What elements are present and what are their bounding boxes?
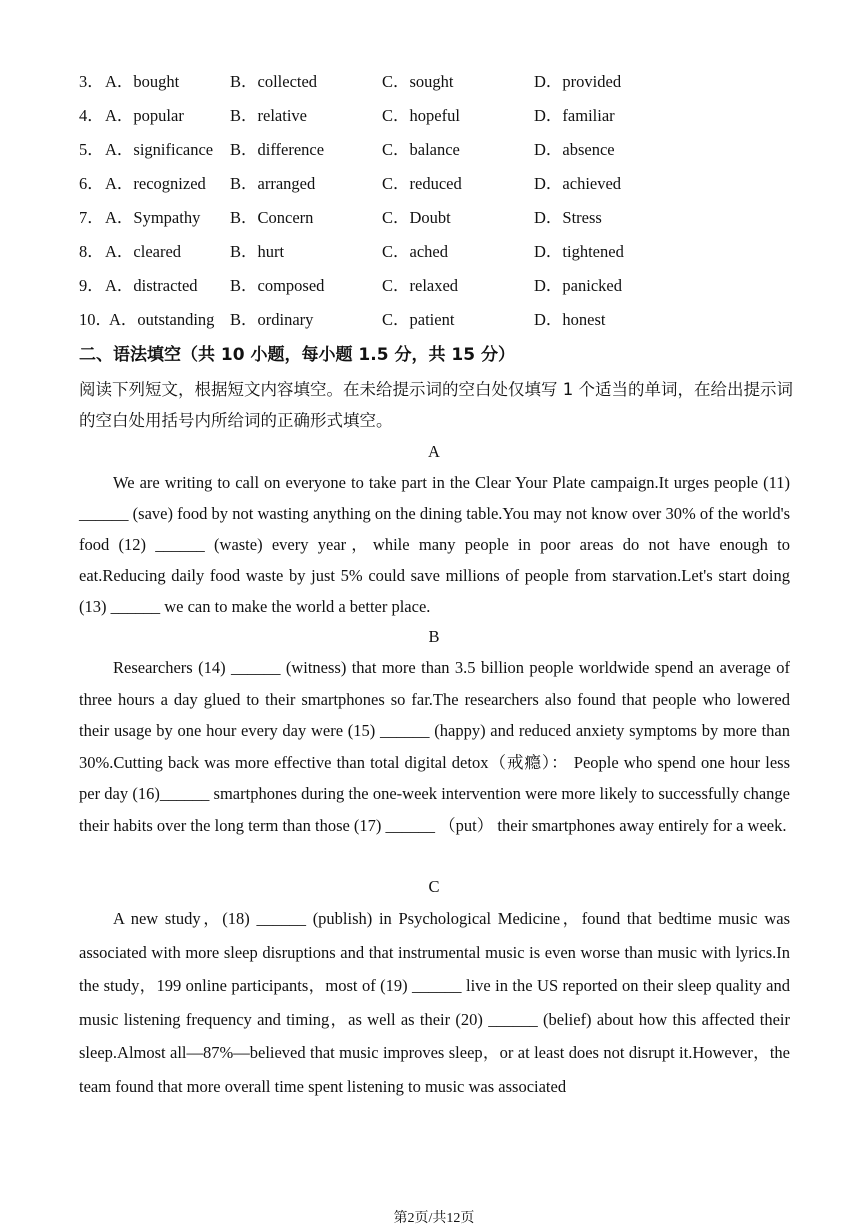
question-number: 4． [79,106,104,125]
option-a: A．distracted [105,276,198,295]
page-number: 第2页/共12页 [393,1211,475,1226]
option-a: A．recognized [105,174,206,193]
option-a: A．significance [105,140,214,159]
option-c: C．Doubt [382,208,451,227]
option-c: C．relaxed [382,276,459,295]
question-number: 10． [79,310,112,329]
question-number: 8． [79,242,104,261]
option-a: A．bought [105,72,180,91]
question-number: 3． [79,72,104,91]
passage-b-heading: B [428,627,440,646]
passage-b-text: Researchers (14) ______ (witness) that more than 3.5 billion people worldwide spend an average of three hours a day glued to their smartphones so far.The researchers also found that people who lowered their usage by one hour every day were (15) ______ (happy) and reduced anxiety symptoms by more than 30%.Cutting back was more effective than total digital detox（戒瘾）： People who spend one hour less per day (16)______ smartphones during the one-week intervention were more likely to successfully change their habits over the long term than those (17) ______ （put） their smartphones away entirely for a week. [79,658,790,835]
option-b: B．ordinary [230,310,314,329]
option-d: D．achieved [534,174,622,193]
option-a: A．outstanding [109,310,215,329]
section-instructions: 阅读下列短文，根据短文内容填空。在未给提示词的空白处仅填写 1 个适当的单词，在给出提示词的空白处用括号内所给词的正确形式填空。 [79,380,793,430]
option-c: C．reduced [382,174,462,193]
question-number: 9． [79,276,104,295]
option-b: B．composed [230,276,325,295]
section-title: 二、语法填空（共 10 小题，每小题 1.5 分，共 15 分） [79,345,515,365]
passage-c-heading: C [428,877,440,896]
option-b: B．Concern [230,208,314,227]
option-c: C．patient [382,310,455,329]
question-number: 6． [79,174,104,193]
option-c: C．balance [382,140,460,159]
option-a: A．Sympathy [105,208,201,227]
option-b: B．relative [230,106,307,125]
passage-c-text: A new study，(18) ______ (publish) in Psychological Medicine，found that bedtime music was associated with more sleep disruptions and that instrumental music is even worse than music with lyrics.In the study，199 online participants，most of (19) ______ live in the US reported on their sleep quality and music listening frequency and timing，as well as their (20) ______ (belief) about how this affected their sleep.Almost all—87%—believed that music improves sleep，or at least does not disrupt it.However，the team found that more overall time spent listening to music was associated [79,909,790,1096]
option-c: C．hopeful [382,106,460,125]
option-d: D．tightened [534,242,624,261]
option-d: D．panicked [534,276,622,295]
passage-a-text: We are writing to call on everyone to take part in the Clear Your Plate campaign.It urges people (11) ______ (save) food by not wasting anything on the dining table.You may not know over 30% of the world's food (12) ______ (waste) every year，while many people in poor areas do not have enough to eat.Reducing daily food waste by just 5% could save millions of people from starvation.Let's start doing (13) ______ we can to make the world a better place. [79,473,790,616]
question-number: 7． [79,208,104,227]
option-c: C．ached [382,242,448,261]
option-d: D．familiar [534,106,615,125]
option-d: D．provided [534,72,622,91]
option-b: B．hurt [230,242,285,261]
option-d: D．absence [534,140,615,159]
option-a: A．cleared [105,242,182,261]
option-a: A．popular [105,106,184,125]
option-d: D．honest [534,310,606,329]
passage-a-heading: A [428,442,440,461]
option-b: B．collected [230,72,318,91]
option-b: B．difference [230,140,325,159]
question-number: 5． [79,140,104,159]
option-c: C．sought [382,72,454,91]
option-b: B．arranged [230,174,316,193]
option-d: D．Stress [534,208,602,227]
